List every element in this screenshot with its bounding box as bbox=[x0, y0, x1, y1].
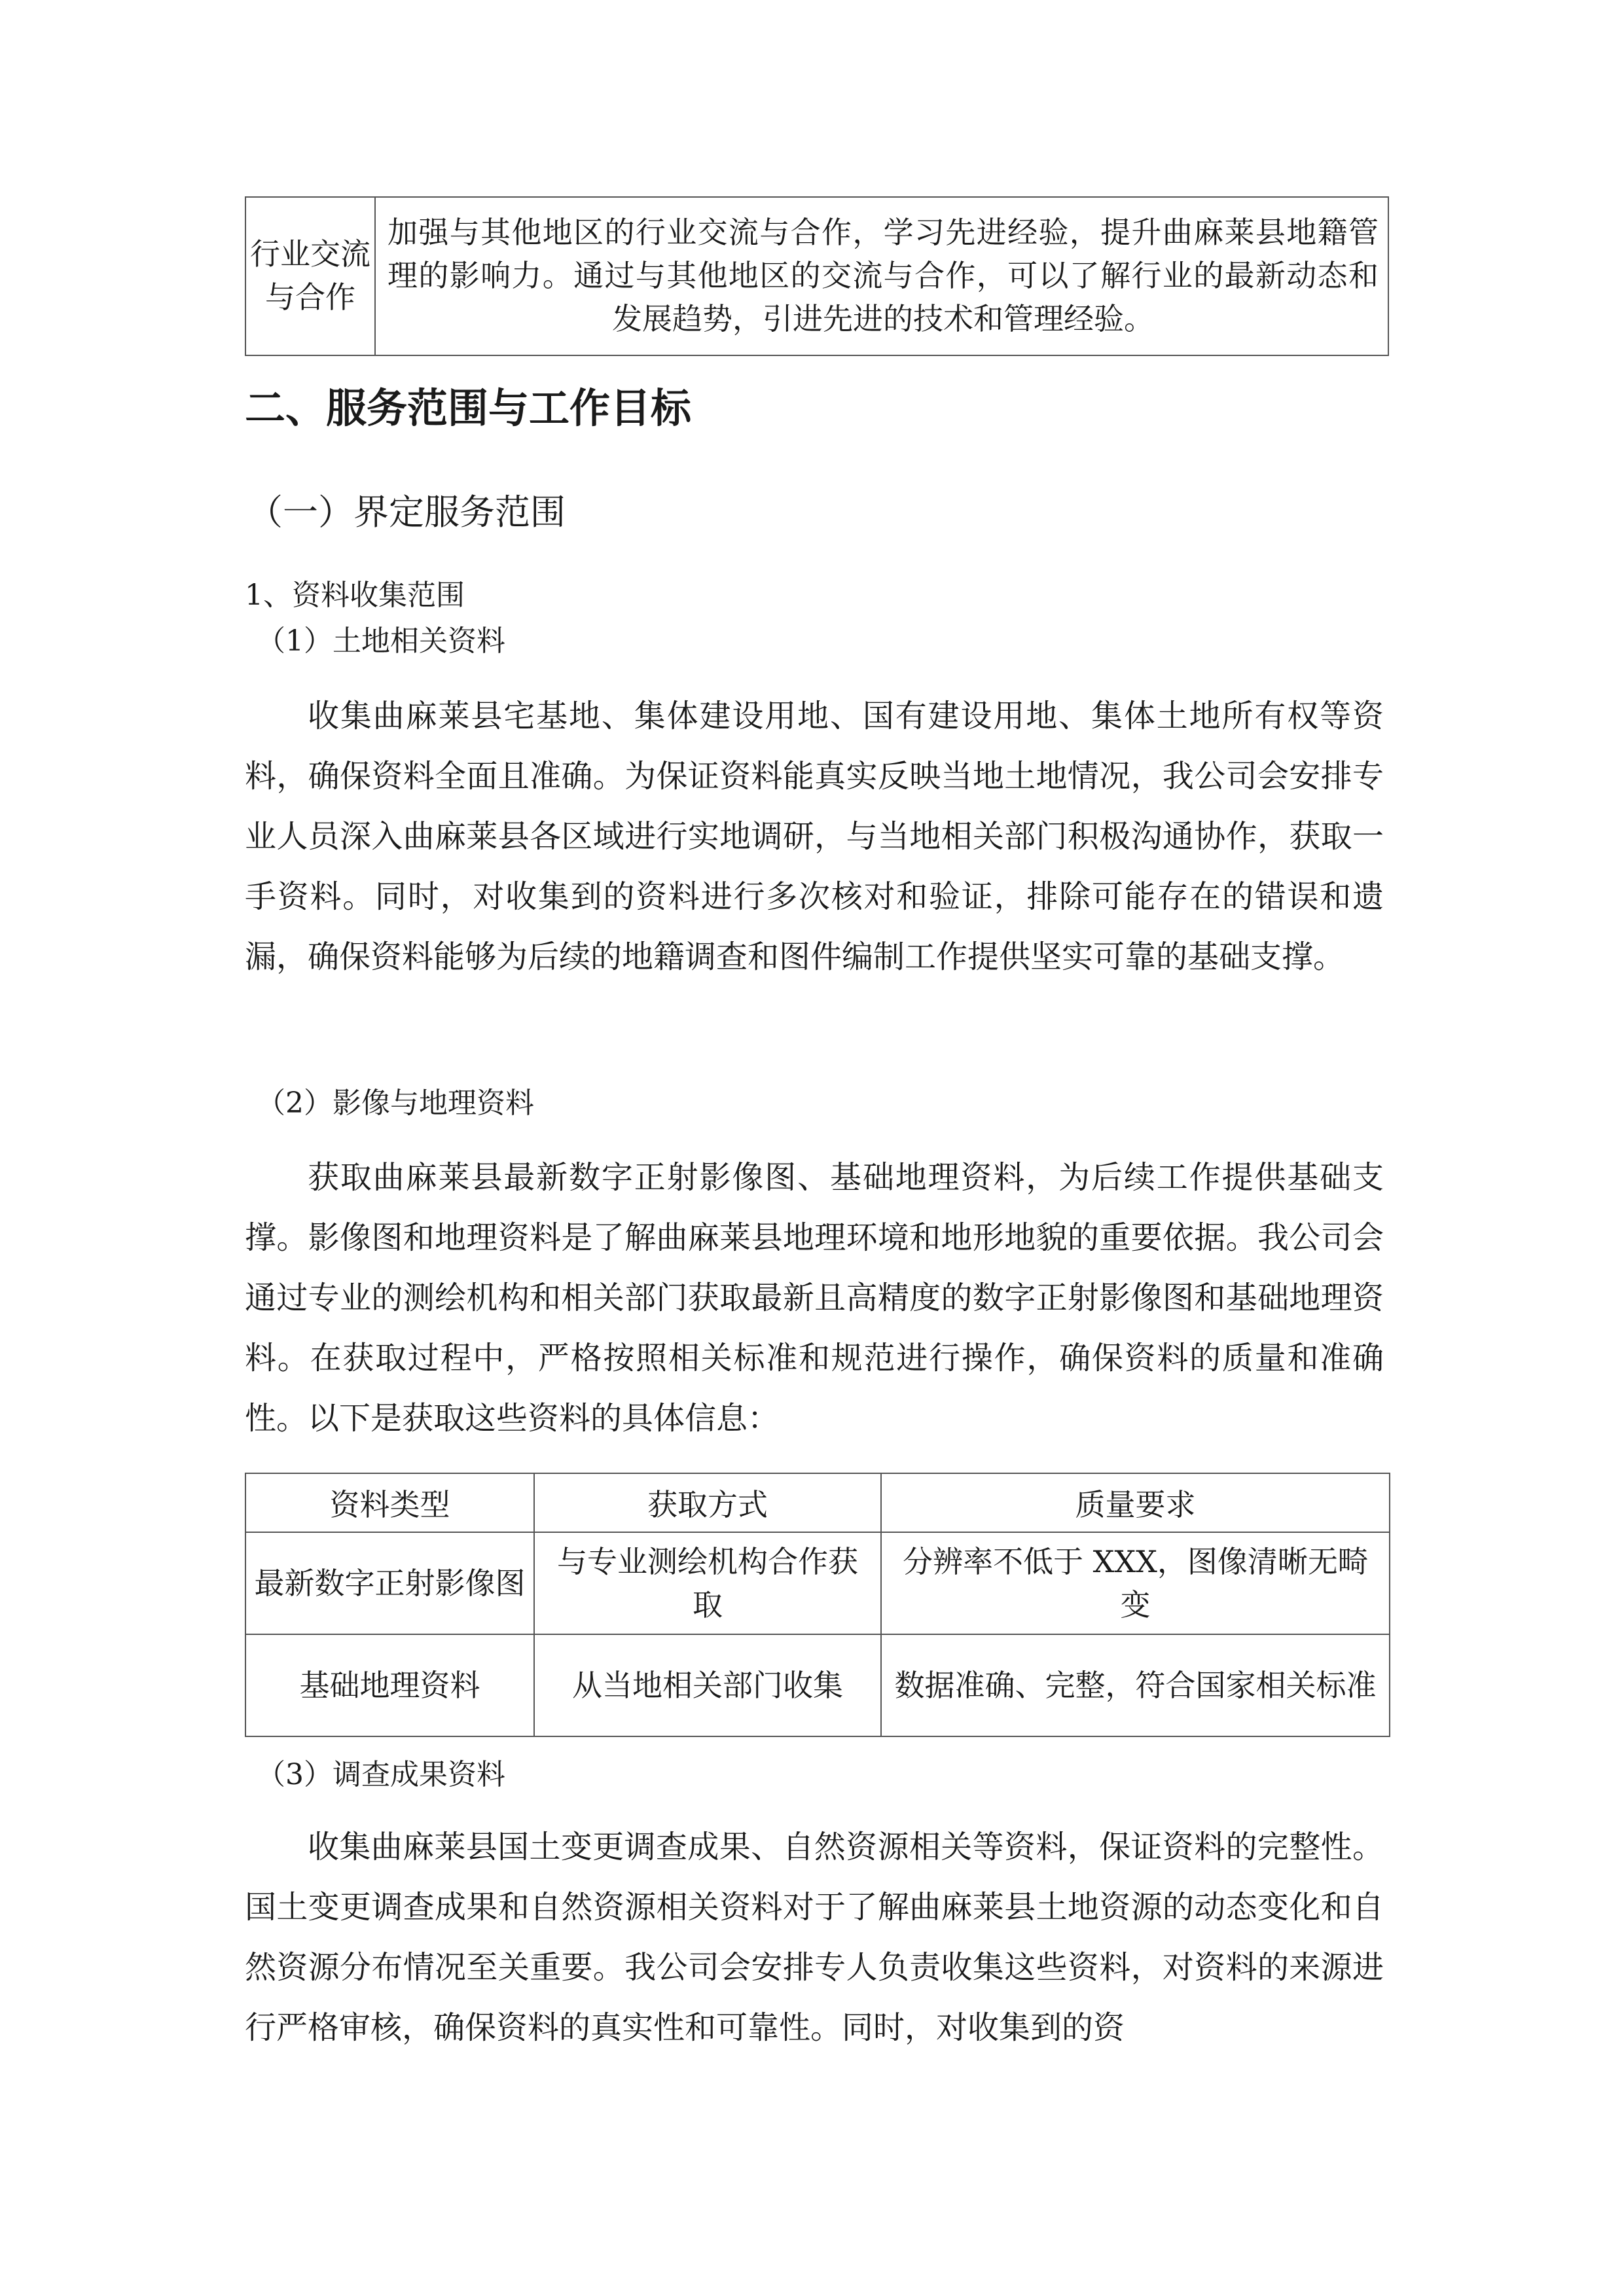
table-row bbox=[245, 1532, 1390, 1634]
table-cell: 数据准确、完整，符合国家相关标准 bbox=[881, 1634, 1390, 1736]
paragraph-survey: 收集曲麻莱县国土变更调查成果、自然资源相关等资料，保证资料的完整性。国土变更调查成果和自然资源相关资料对于了解曲麻莱县土地资源的动态变化和自然资源分布情况至关重要。我公司会安排专人负责收集这些资料，对资料的来源进行严格审核，确保资料的真实性和可靠性。同时，对收集到的资 bbox=[245, 1829, 1384, 2046]
table-header-row bbox=[245, 1473, 1390, 1532]
item-heading: 1、资料收集范围 bbox=[245, 579, 465, 612]
subitem-heading-survey: （3）调查成果资料 bbox=[257, 1758, 505, 1791]
section-heading: 二、服务范围与工作目标 bbox=[245, 384, 692, 432]
table-cell: 基础地理资料 bbox=[245, 1634, 534, 1736]
paragraph-imagery: 获取曲麻莱县最新数字正射影像图、基础地理资料，为后续工作提供基础支撑。影像图和地理资料是了解曲麻莱县地理环境和地形地貌的重要依据。我公司会通过专业的测绘机构和相关部门获取最新且高精度的数字正射影像图和基础地理资料。在获取过程中，严格按照相关标准和规范进行操作，确保资料的质量和准确性。以下是获取这些资料的具体信息： bbox=[245, 1159, 1384, 1437]
table-cell: 从当地相关部门收集 bbox=[534, 1634, 881, 1736]
subitem-heading-imagery: （2）影像与地理资料 bbox=[257, 1086, 534, 1120]
column-header-method: 获取方式 bbox=[534, 1473, 881, 1532]
table-row bbox=[245, 1634, 1390, 1736]
industry-exchange-table bbox=[245, 196, 1389, 356]
paragraph-land: 收集曲麻莱县宅基地、集体建设用地、国有建设用地、集体土地所有权等资料，确保资料全面且准确。为保证资料能真实反映当地土地情况，我公司会安排专业人员深入曲麻莱县各区域进行实地调研，与当地相关部门积极沟通协作，获取一手资料。同时，对收集到的资料进行多次核对和验证，排除可能存在的错误和遗漏，确保资料能够为后续的地籍调查和图件编制工作提供坚实可靠的基础支撑。 bbox=[245, 698, 1384, 975]
data-source-table bbox=[245, 1473, 1390, 1737]
row-text: 加强与其他地区的行业交流与合作，学习先进经验，提升曲麻莱县地籍管理的影响力。通过与其他地区的交流与合作，可以了解行业的最新动态和发展趋势，引进先进的技术和管理经验。 bbox=[375, 197, 1388, 355]
table-cell: 最新数字正射影像图 bbox=[245, 1532, 534, 1634]
table-cell: 分辨率不低于 XXX，图像清晰无畸变 bbox=[881, 1532, 1390, 1634]
table-cell: 与专业测绘机构合作获取 bbox=[534, 1532, 881, 1634]
subitem-heading-land: （1）土地相关资料 bbox=[257, 624, 505, 658]
column-header-type: 资料类型 bbox=[245, 1473, 534, 1532]
column-header-quality: 质量要求 bbox=[881, 1473, 1390, 1532]
row-label: 行业交流与合作 bbox=[245, 197, 375, 355]
subsection-heading: （一）界定服务范围 bbox=[247, 492, 566, 533]
table-row bbox=[245, 197, 1388, 355]
